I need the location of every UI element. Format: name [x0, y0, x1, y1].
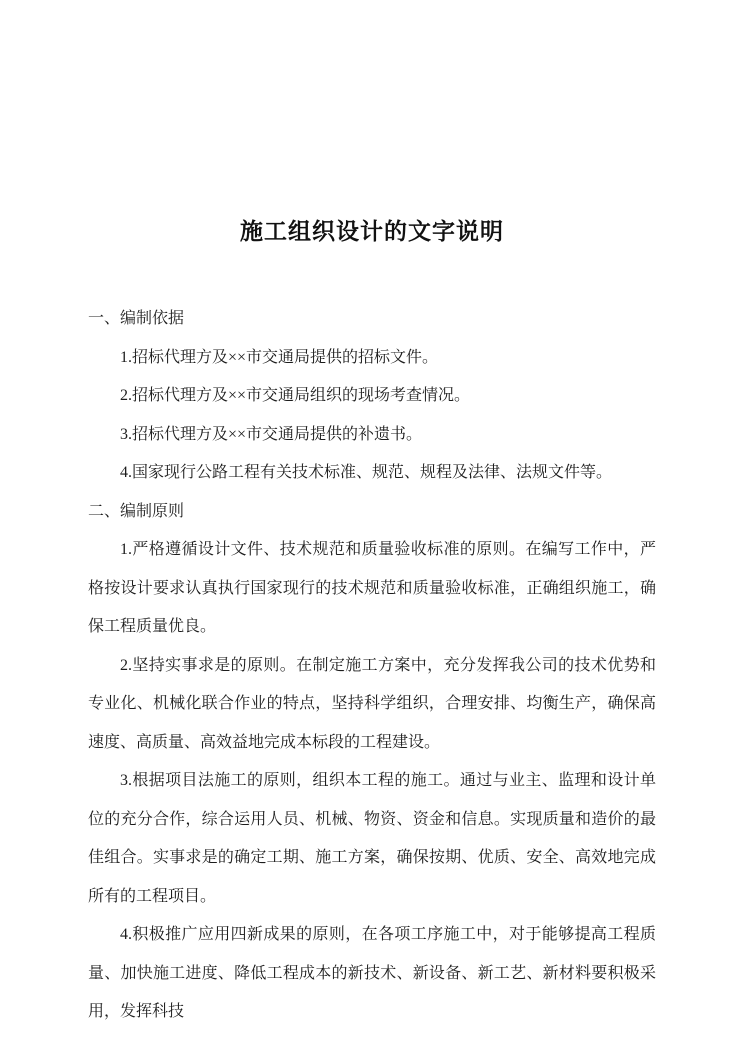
- document-title: 施工组织设计的文字说明: [240, 218, 504, 244]
- paragraph: 3.根据项目法施工的原则，组织本工程的施工。通过与业主、监理和设计单位的充分合作，综合运用人员、机械、物资、资金和信息。实现质量和造价的最佳组合。实事求是的确定工期、施工方案，确保按期、优质、安全、高效地完成所有的工程项目。: [88, 772, 656, 905]
- section-heading-2: 二、编制原则: [88, 502, 185, 520]
- paragraph: 4.积极推广应用四新成果的原则，在各项工序施工中，对于能够提高工程质量、加快施工进度、降低工程成本的新技术、新设备、新工艺、新材料要积极采用，发挥科技: [88, 926, 656, 1020]
- paragraph: 2.坚持实事求是的原则。在制定施工方案中，充分发挥我公司的技术优势和专业化、机械化联合作业的特点，坚持科学组织，合理安排、均衡生产，确保高速度、高质量、高效益地完成本标段的工程建设。: [88, 656, 656, 751]
- section-heading-1: 一、编制依据: [88, 310, 185, 327]
- list-item: 4.国家现行公路工程有关技术标准、规范、规程及法律、法规文件等。: [120, 464, 613, 481]
- document-body: [0, 300, 744, 1032]
- paragraph: 1.严格遵循设计文件、技术规范和质量验收标准的原则。在编写工作中，严格按设计要求认真执行国家现行的技术规范和质量验收标准，正确组织施工，确保工程质量优良。: [88, 541, 656, 635]
- list-item: 3.招标代理方及××市交通局提供的补遗书。: [120, 425, 423, 443]
- list-item: 1.招标代理方及××市交通局提供的招标文件。: [120, 348, 439, 366]
- list-item: 2.招标代理方及××市交通局组织的现场考查情况。: [120, 387, 471, 404]
